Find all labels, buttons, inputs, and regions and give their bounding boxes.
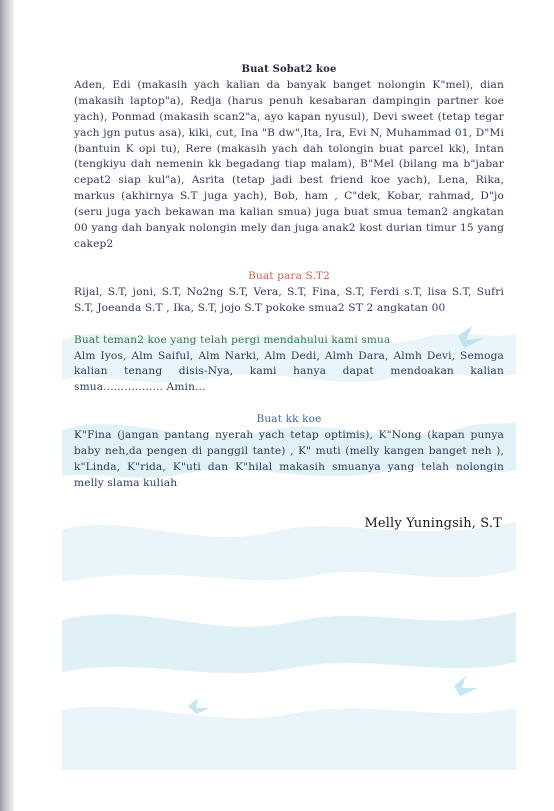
bird-icon [188, 698, 210, 714]
wave-band-4 [62, 612, 516, 673]
section-heading-st: Buat para S.T2 [248, 269, 330, 282]
signature: Melly Yuningsih, S.T [364, 515, 502, 531]
section-heading-kk: Buat kk koe [256, 413, 322, 426]
section-heading-memoriam: Buat teman2 koe yang telah pergi mendahului kami smua [74, 333, 391, 346]
section-body-sobat: Aden, Edi (makasih yach kalian da banyak banget nolongin K"mel), dian (makasih laptop"a), Redja (harus penuh kesabaran dampingin partner koe yach), Ponmad (makasih scan2"a, ayo kapan nyusul), Devi sweet (tetap tegar yach jgn putus asa), kiki, cut, Ina "B dw",Ita, Ira, Evi N, Muhammad 01, D"Mi (bantuin K opi tu), Rere (makasih yach dah tolongin buat parcel kk), Intan (tengkiyu dah nemenin kk begadang tiap malam), B"Mel (bilang ma b"jabar cepat2 siap kul"a), Asrita (tetap jadi best friend koe yach), Lena, Rika, markus (akhirnya S.T juga yach), Bob, ham , C"dek, Kobar, rahmad, D"jo (seru juga yach bekawan ma kalian smua) juga buat smua teman2 angkatan 00 yang dah banyak nolongin mely dan juga anak2 kost durian timur 15 yang cakep2 [74, 78, 504, 250]
section-body-kk: K"Fina (jangan pantang nyerah yach tetap optimis), K"Nong (kapan punya baby neh,da pengen di panggil tante) , K" muti (melly kangen banget neh ), k"Linda, K"rida, K"uti dan K"hilal makasih smuanya yang telah nolongin melly slama kuliah [74, 429, 504, 489]
document-page [14, 0, 554, 811]
bird-icon [454, 676, 478, 696]
section-body-memoriam: Alm Iyos, Alm Saiful, Alm Narki, Alm Dedi, Almh Dara, Almh Devi, Semoga kalian tenang disis-Nya, kami hanya dapat mendoakan kalian smua................. Amin... [74, 349, 504, 394]
page-gutter-shadow [0, 0, 14, 811]
section-body-st: Rijal, S.T, joni, S.T, No2ng S.T, Vera, S.T, Fina, S.T, Ferdi s.T, lisa S.T, Sufri S.T, Joeanda S.T , Ika, S.T, jojo S.T pokoke smua2 ST 2 angkatan 00 [74, 285, 504, 314]
document-content [74, 62, 504, 532]
wave-band-5 [62, 707, 516, 770]
section-heading-sobat: Buat Sobat2 koe [241, 64, 337, 75]
